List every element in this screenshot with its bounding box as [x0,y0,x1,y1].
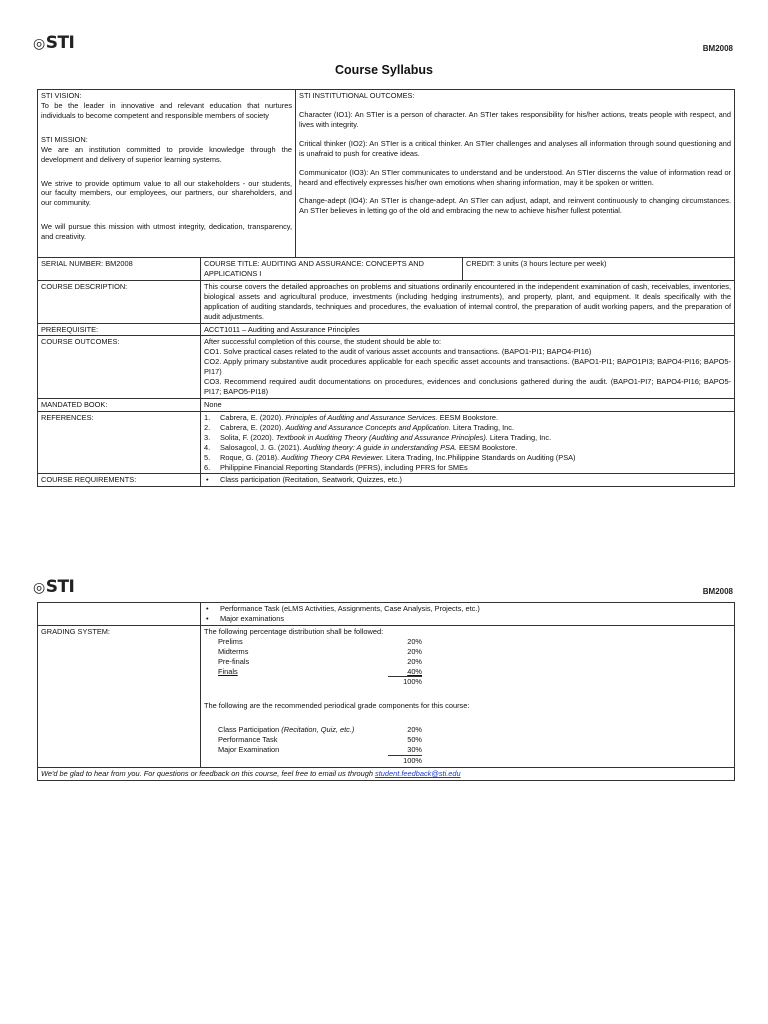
grade-period-row: Prelims 20% [218,636,422,646]
io2-text: Critical thinker (IO2): An STIer is a critical thinker. An STIer challenges and analyses all information through sound questioning and is unafraid to push for creative ideas. [299,138,732,158]
course-outcomes-label: COURSE OUTCOMES: [38,336,201,399]
grade-component-row: Class Participation (Recitation, Quiz, etc.) 20% [218,725,422,735]
page-title: Course Syllabus [335,63,433,77]
course-title: COURSE TITLE: AUDITING AND ASSURANCE: CONCEPTS AND APPLICATIONS I [201,258,463,281]
reference-item: 2. Cabrera, E. (2020). Auditing and Assurance Concepts and Application. Litera Trading, Inc. [204,422,515,432]
mission-p3: We will pursue this mission with utmost integrity, dedication, transparency, and creativity. [41,222,293,242]
references-list [204,413,731,473]
page-2 [0,570,768,1024]
mandated-book-label: MANDATED BOOK: [38,398,201,411]
requirement-item: • Class participation (Recitation, Seatwork, Quizzes, etc.) [206,475,402,485]
grade-component-row: Major Examination 30% [218,745,422,755]
vision-label: STI VISION: [41,91,82,100]
grade-component-row: Performance Task 50% [218,735,422,745]
io4-text: Change-adept (IO4): An STIer is change-adept. An STIer can adjust, adapt, and reinvent continuously to changing circumstances. An STIer believes in letting go of the old and embracing the new to achieve his/her fullest potential. [299,196,732,216]
requirement-item: • Performance Task (eLMS Activities, Assignments, Case Analysis, Projects, etc.) [206,604,480,613]
course-outcomes-cell [201,336,735,399]
sti-logo: ◎STI [33,577,75,597]
reference-item: 6. Philippine Financial Reporting Standards (PFRS), including PFRS for SMEs [204,462,468,472]
credit: CREDIT: 3 units (3 hours lecture per week) [463,258,735,281]
grade-period-row: Pre-finals 20% [218,656,422,666]
requirement-item: • Major examinations [206,613,285,623]
references-label: REFERENCES: [38,411,201,474]
grade-period-row: Finals 40% [218,666,422,676]
mandated-book-value: None [201,398,735,411]
requirements-continued-label [38,603,201,626]
co3-text: CO3. Recommend required audit documentations on procedures, evidences and conclusions gathered during the audit. (BAPO1-PI7; BAPO4-PI16; BAPO5-PI17; BAPO5-PI18) [204,377,732,397]
grade-period-total: 100% [204,676,731,687]
requirements-label: COURSE REQUIREMENTS: [38,474,201,487]
sti-logo: ◎STI [33,33,75,53]
description-label: COURSE DESCRIPTION: [38,280,201,323]
co1-text: CO1. Solve practical cases related to the audit of various asset accounts and transactions. (BAPO1-PI1; BAPO4-PI16) [204,347,592,357]
reference-item: 4. Salosagcol, J. G. (2021). Auditing theory: A guide in understanding PSA. EESM Bookstore. [204,442,518,452]
grading-intro-1: The following percentage distribution shall be followed: [204,626,384,636]
description-text: This course covers the detailed approaches on problems and situations ordinarily encountered in the independent examination of cash, receivables, inventories, biological assets and agricultural produce, investments (including hedging instruments), and property, plant, and equipment. It deals specifically with the application of auditing standards, techniques and procedures, the evaluation of internal control, the preparation of audit working papers, and the preparation of audit adjustments. [201,280,735,323]
references-cell [201,411,735,474]
prerequisite-value: ACCT1011 – Auditing and Assurance Principles [201,323,735,336]
prerequisite-label: PREREQUISITE: [38,323,201,336]
syllabus-table-continued [37,602,735,781]
mission-p1: We are an institution committed to provide knowledge through the development and delivery of superior learning systems. [41,144,293,164]
document-code: BM2008 [702,44,733,53]
feedback-email-link[interactable]: student.feedback@sti.edu [375,768,461,778]
requirements-cell [201,474,735,487]
co2-text: CO2. Apply primary substantive audit procedures applicable for each specific asset accounts and transactions. (BAPO1-PI1; BAPO1PI3; BAPO4-PI16; BAPO5-PI17) [204,357,732,377]
io3-text: Communicator (IO3): An STIer communicates to understand and be understood. An STIer discerns the value of information read or heard and effectively expresses his/her own emotions when sharing information, may it be spoken or written. [299,167,732,187]
outcomes-cell [296,90,735,258]
requirements-continued-cell [201,603,735,626]
document-code: BM2008 [702,587,733,596]
sti-globe-icon: ◎ [33,580,45,596]
feedback-cell [38,767,735,780]
course-outcomes-intro: After successful completion of this course, the student should be able to: [204,337,442,347]
syllabus-table [37,89,735,487]
reference-item: 3. Solita, F. (2020). Textbook in Auditing Theory (Auditing and Assurance Principles). Litera Trading, Inc. [204,432,552,442]
grade-component-total: 100% [204,755,731,766]
grading-intro-2: The following are the recommended periodical grade components for this course: [204,701,470,711]
grading-cell [201,625,735,767]
outcomes-label: STI INSTITUTIONAL OUTCOMES: [299,91,415,100]
mission-p2: We strive to provide optimum value to all our stakeholders - our students, our faculty members, our employees, our partners, our shareholders, and our community. [41,178,293,208]
vision-mission-cell [38,90,296,258]
grade-period-row: Midterms 20% [218,646,422,656]
io1-text: Character (IO1): An STIer is a person of character. An STIer takes responsibility for his/her actions, treats people with respect, and lives with integrity. [299,109,732,129]
serial-number: SERIAL NUMBER: BM2008 [38,258,201,281]
reference-item: 1. Cabrera, E. (2020). Principles of Auditing and Assurance Services. EESM Bookstore. [204,412,498,422]
mission-label: STI MISSION: [41,134,88,144]
reference-item: 5. Roque, G. (2018). Auditing Theory CPA Reviewer. Litera Trading, Inc.Philippine Standards on Auditing (PSA) [204,452,576,462]
feedback-text: We'd be glad to hear from you. For questions or feedback on this course, feel free to email us through [41,768,376,778]
grading-label: GRADING SYSTEM: [38,625,201,767]
sti-globe-icon: ◎ [33,36,45,52]
vision-text: To be the leader in innovative and relevant education that nurtures individuals to become competent and responsible members of society [41,100,293,120]
